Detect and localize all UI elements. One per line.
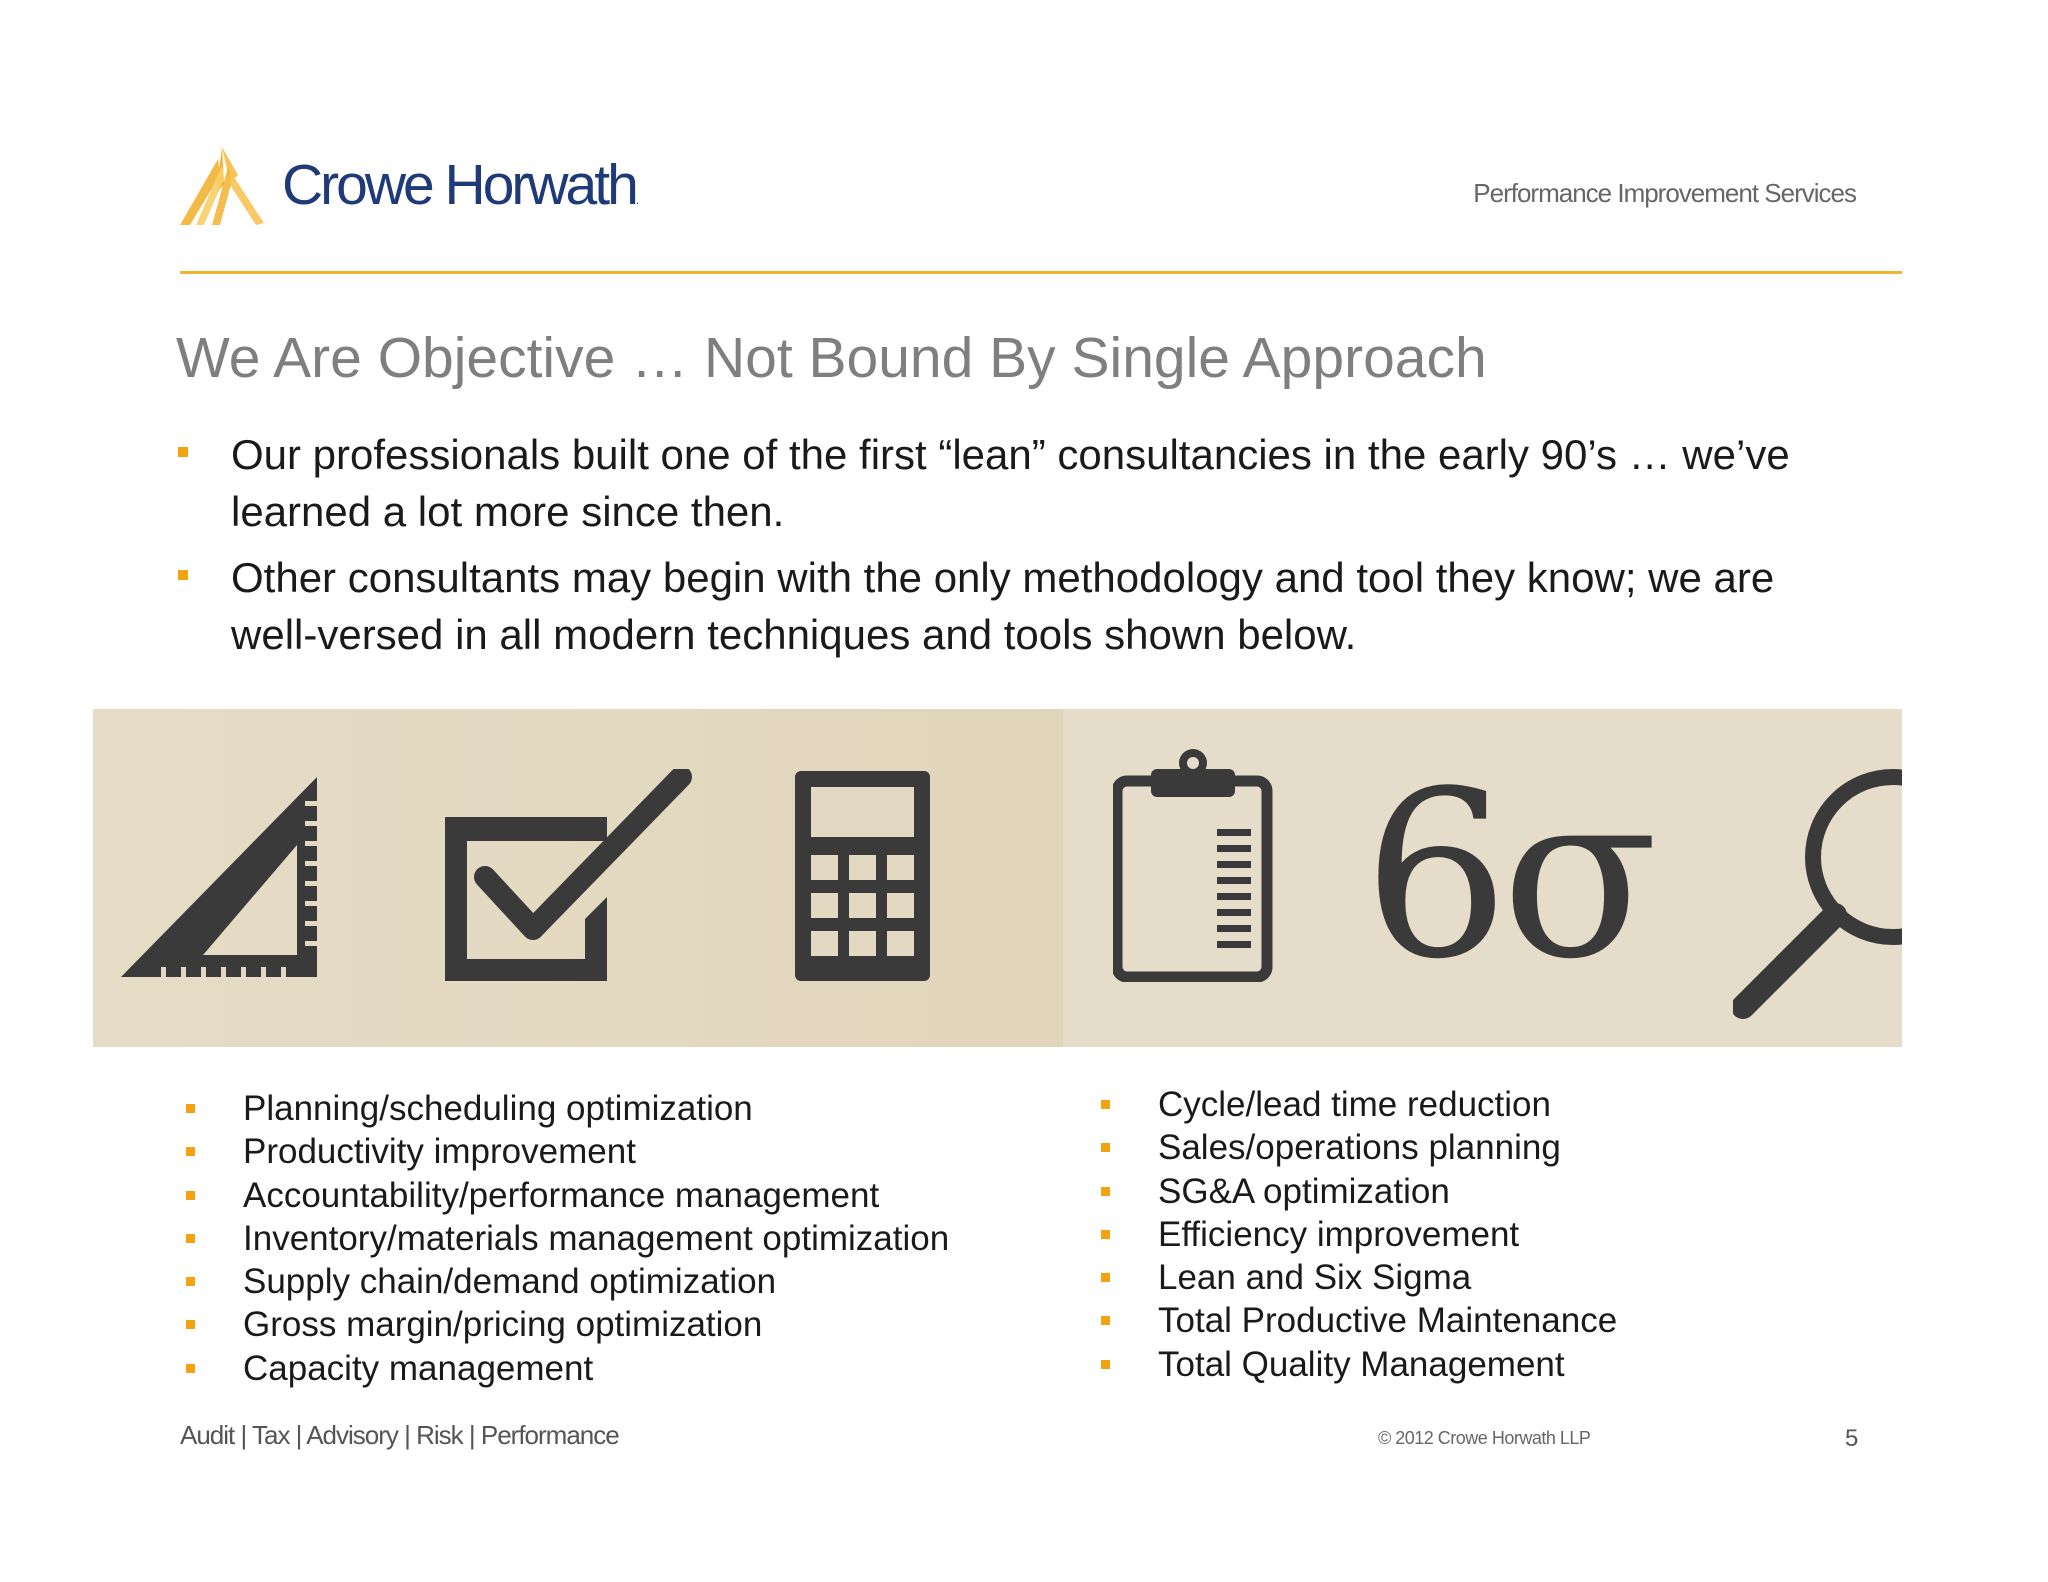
intro-bullet [178, 426, 1818, 540]
list-item-label: Accountability/performance management [243, 1175, 880, 1215]
bullet-marker [186, 1277, 195, 1286]
list-item [186, 1347, 949, 1390]
list-item [1101, 1256, 1617, 1299]
list-item-label: Inventory/materials management optimization [243, 1218, 950, 1258]
brand-mark-icon [178, 145, 268, 227]
services-list-right [1101, 1083, 1617, 1386]
bullet-marker [1101, 1316, 1110, 1325]
bullet-marker [186, 1191, 195, 1200]
list-item-label: Lean and Six Sigma [1158, 1258, 1472, 1298]
bullet-marker [1101, 1360, 1110, 1369]
brand-name [282, 152, 639, 218]
list-item [1101, 1213, 1617, 1256]
list-item-label: Supply chain/demand optimization [243, 1262, 777, 1302]
bullet-marker [186, 1147, 195, 1156]
list-item-label: Total Quality Management [1158, 1344, 1565, 1384]
bullet-marker [186, 1320, 195, 1329]
list-item [1101, 1126, 1617, 1169]
brand-name-text: Crowe Horwath [282, 153, 636, 217]
list-item-label: Capacity management [243, 1348, 594, 1388]
list-item-label: Efficiency improvement [1158, 1214, 1520, 1254]
magnifier-icon [1733, 767, 1902, 1027]
list-item [186, 1087, 949, 1130]
footer-services-line: Audit | Tax | Advisory | Risk | Performance [180, 1420, 619, 1450]
list-item [1101, 1343, 1617, 1386]
list-item-label: Cycle/lead time reduction [1158, 1085, 1551, 1124]
header-divider [180, 271, 1902, 274]
clipboard-icon [1113, 747, 1273, 982]
footer-copyright: © 2012 Crowe Horwath LLP [1378, 1428, 1591, 1448]
six-sigma-icon: 6σ [1363, 743, 1651, 1010]
list-item-label: Gross margin/pricing optimization [243, 1305, 763, 1345]
list-item [186, 1260, 949, 1303]
bullet-marker [1101, 1143, 1110, 1152]
bullet-marker [1101, 1187, 1110, 1196]
bullet-marker [1101, 1273, 1110, 1282]
brand-mark-dot: . [635, 193, 640, 207]
list-item-label: Total Productive Maintenance [1158, 1301, 1618, 1341]
intro-bullet-text: Our professionals built one of the first “lean” consultancies in the early 90’s … we’ve learned a lot more since then. [231, 431, 1790, 535]
tools-banner [93, 709, 1902, 1047]
bullet-marker [186, 1104, 195, 1113]
checkbox-icon [445, 769, 700, 994]
bullet-marker [178, 570, 188, 580]
services-list-left [186, 1087, 949, 1390]
intro-bullet-text: Other consultants may begin with the only methodology and tool they know; we are well-versed in all modern techniques and tools shown below. [231, 554, 1775, 658]
bullet-marker [186, 1364, 195, 1373]
bullet-marker [186, 1234, 195, 1243]
bullet-marker [1101, 1100, 1110, 1109]
page-number: 5 [1845, 1425, 1859, 1452]
list-item-label: Productivity improvement [243, 1132, 636, 1172]
list-item [186, 1130, 949, 1173]
list-item [186, 1303, 949, 1346]
list-item-label: Planning/scheduling optimization [243, 1089, 753, 1128]
list-item [186, 1174, 949, 1217]
section-label: Performance Improvement Services [1473, 178, 1856, 208]
calculator-icon [795, 771, 930, 981]
bullet-marker [1101, 1230, 1110, 1239]
list-item [1101, 1170, 1617, 1213]
slide-title: We Are Objective … Not Bound By Single Approach [176, 326, 1487, 390]
list-item-label: SG&A optimization [1158, 1171, 1450, 1211]
intro-bullet [178, 549, 1818, 663]
bullet-marker [178, 447, 188, 457]
triangle-ruler-icon [121, 771, 321, 981]
list-item-label: Sales/operations planning [1158, 1128, 1561, 1168]
list-item [1101, 1083, 1617, 1126]
list-item [186, 1217, 949, 1260]
list-item [1101, 1299, 1617, 1342]
